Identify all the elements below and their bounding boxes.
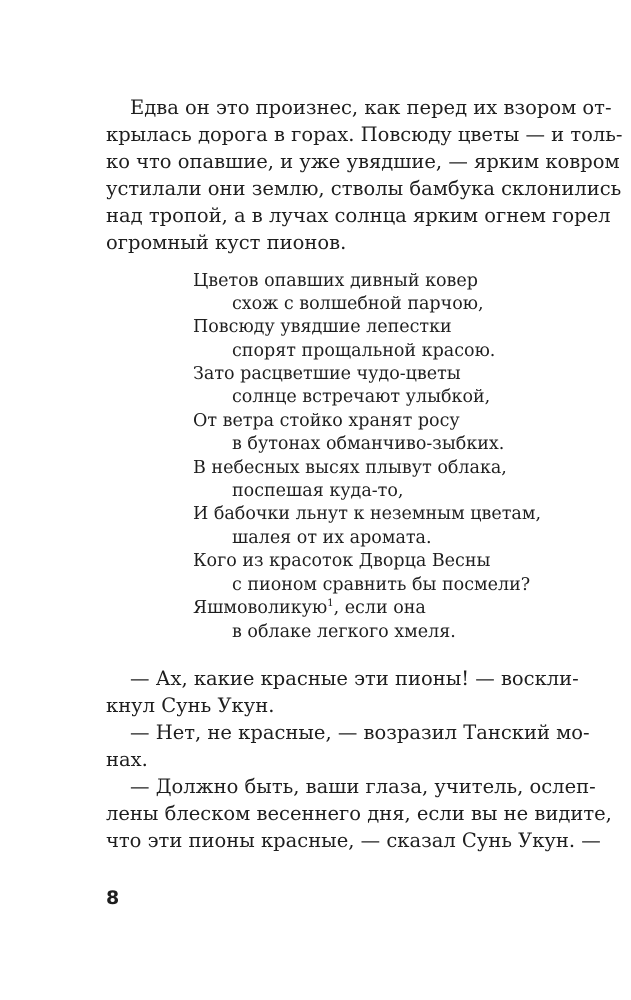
poem-line-12: шалея от их аромата.: [232, 528, 432, 548]
poem-line-2: схож с волшебной парчою,: [232, 294, 484, 314]
poem-line-15-word: Яшмоволикую: [193, 598, 328, 618]
dialogue-line-2: кнул Сунь Укун.: [106, 694, 275, 717]
poem-line-1: Цветов опавших дивный ковер: [193, 271, 478, 291]
poem-line-11: И бабочки льнут к неземным цветам,: [193, 504, 542, 524]
paragraph-1-line-3: ко что опавшие, и уже увядшие, — ярким ковром: [106, 150, 620, 173]
poem-line-7: От ветра стойко хранят росу: [193, 411, 460, 431]
poem-line-16: в облаке легкого хмеля.: [232, 622, 456, 642]
dialogue-line-3: — Нет, не красные, — возразил Танский мо-: [130, 721, 590, 744]
paragraph-1-line-5: над тропой, а в лучах солнца ярким огнем горел: [106, 204, 611, 227]
footnote-marker[interactable]: 1: [327, 598, 334, 609]
paragraph-1-line-4: устилали они землю, стволы бамбука склонились: [106, 177, 622, 200]
poem-line-15-rest: , если она: [333, 598, 426, 618]
dialogue-line-6: лены блеском весеннего дня, если вы не видите,: [106, 802, 612, 825]
paragraph-1-line-1: Едва он это произнес, как перед их взором от-: [130, 96, 612, 119]
poem-line-4: спорят прощальной красою.: [232, 341, 496, 361]
dialogue-line-4: нах.: [106, 748, 148, 771]
poem-line-15: [193, 596, 426, 620]
page-number: 8: [106, 887, 120, 909]
dialogue-line-7: что эти пионы красные, — сказал Сунь Укун. —: [106, 829, 601, 852]
dialogue-line-5: — Должно быть, ваши глаза, учитель, ослеп-: [130, 775, 596, 798]
poem-line-5: Зато расцветшие чудо-цветы: [193, 364, 461, 384]
paragraph-1-line-2: крылась дорога в горах. Повсюду цветы — и толь-: [106, 123, 623, 146]
poem-line-9: В небесных высях плывут облака,: [193, 458, 507, 478]
dialogue-line-1: — Ах, какие красные эти пионы! — воскли-: [130, 667, 579, 690]
poem-line-8: в бутонах обманчиво-зыбких.: [232, 434, 505, 454]
poem-line-10: поспешая куда-то,: [232, 481, 404, 501]
poem-line-6: солнце встречают улыбкой,: [232, 387, 491, 407]
poem-line-3: Повсюду увядшие лепестки: [193, 317, 452, 337]
paragraph-1-line-6: огромный куст пионов.: [106, 231, 347, 254]
poem-line-14: с пионом сравнить бы посмели?: [232, 575, 531, 595]
poem-line-13: Кого из красоток Дворца Весны: [193, 551, 491, 571]
